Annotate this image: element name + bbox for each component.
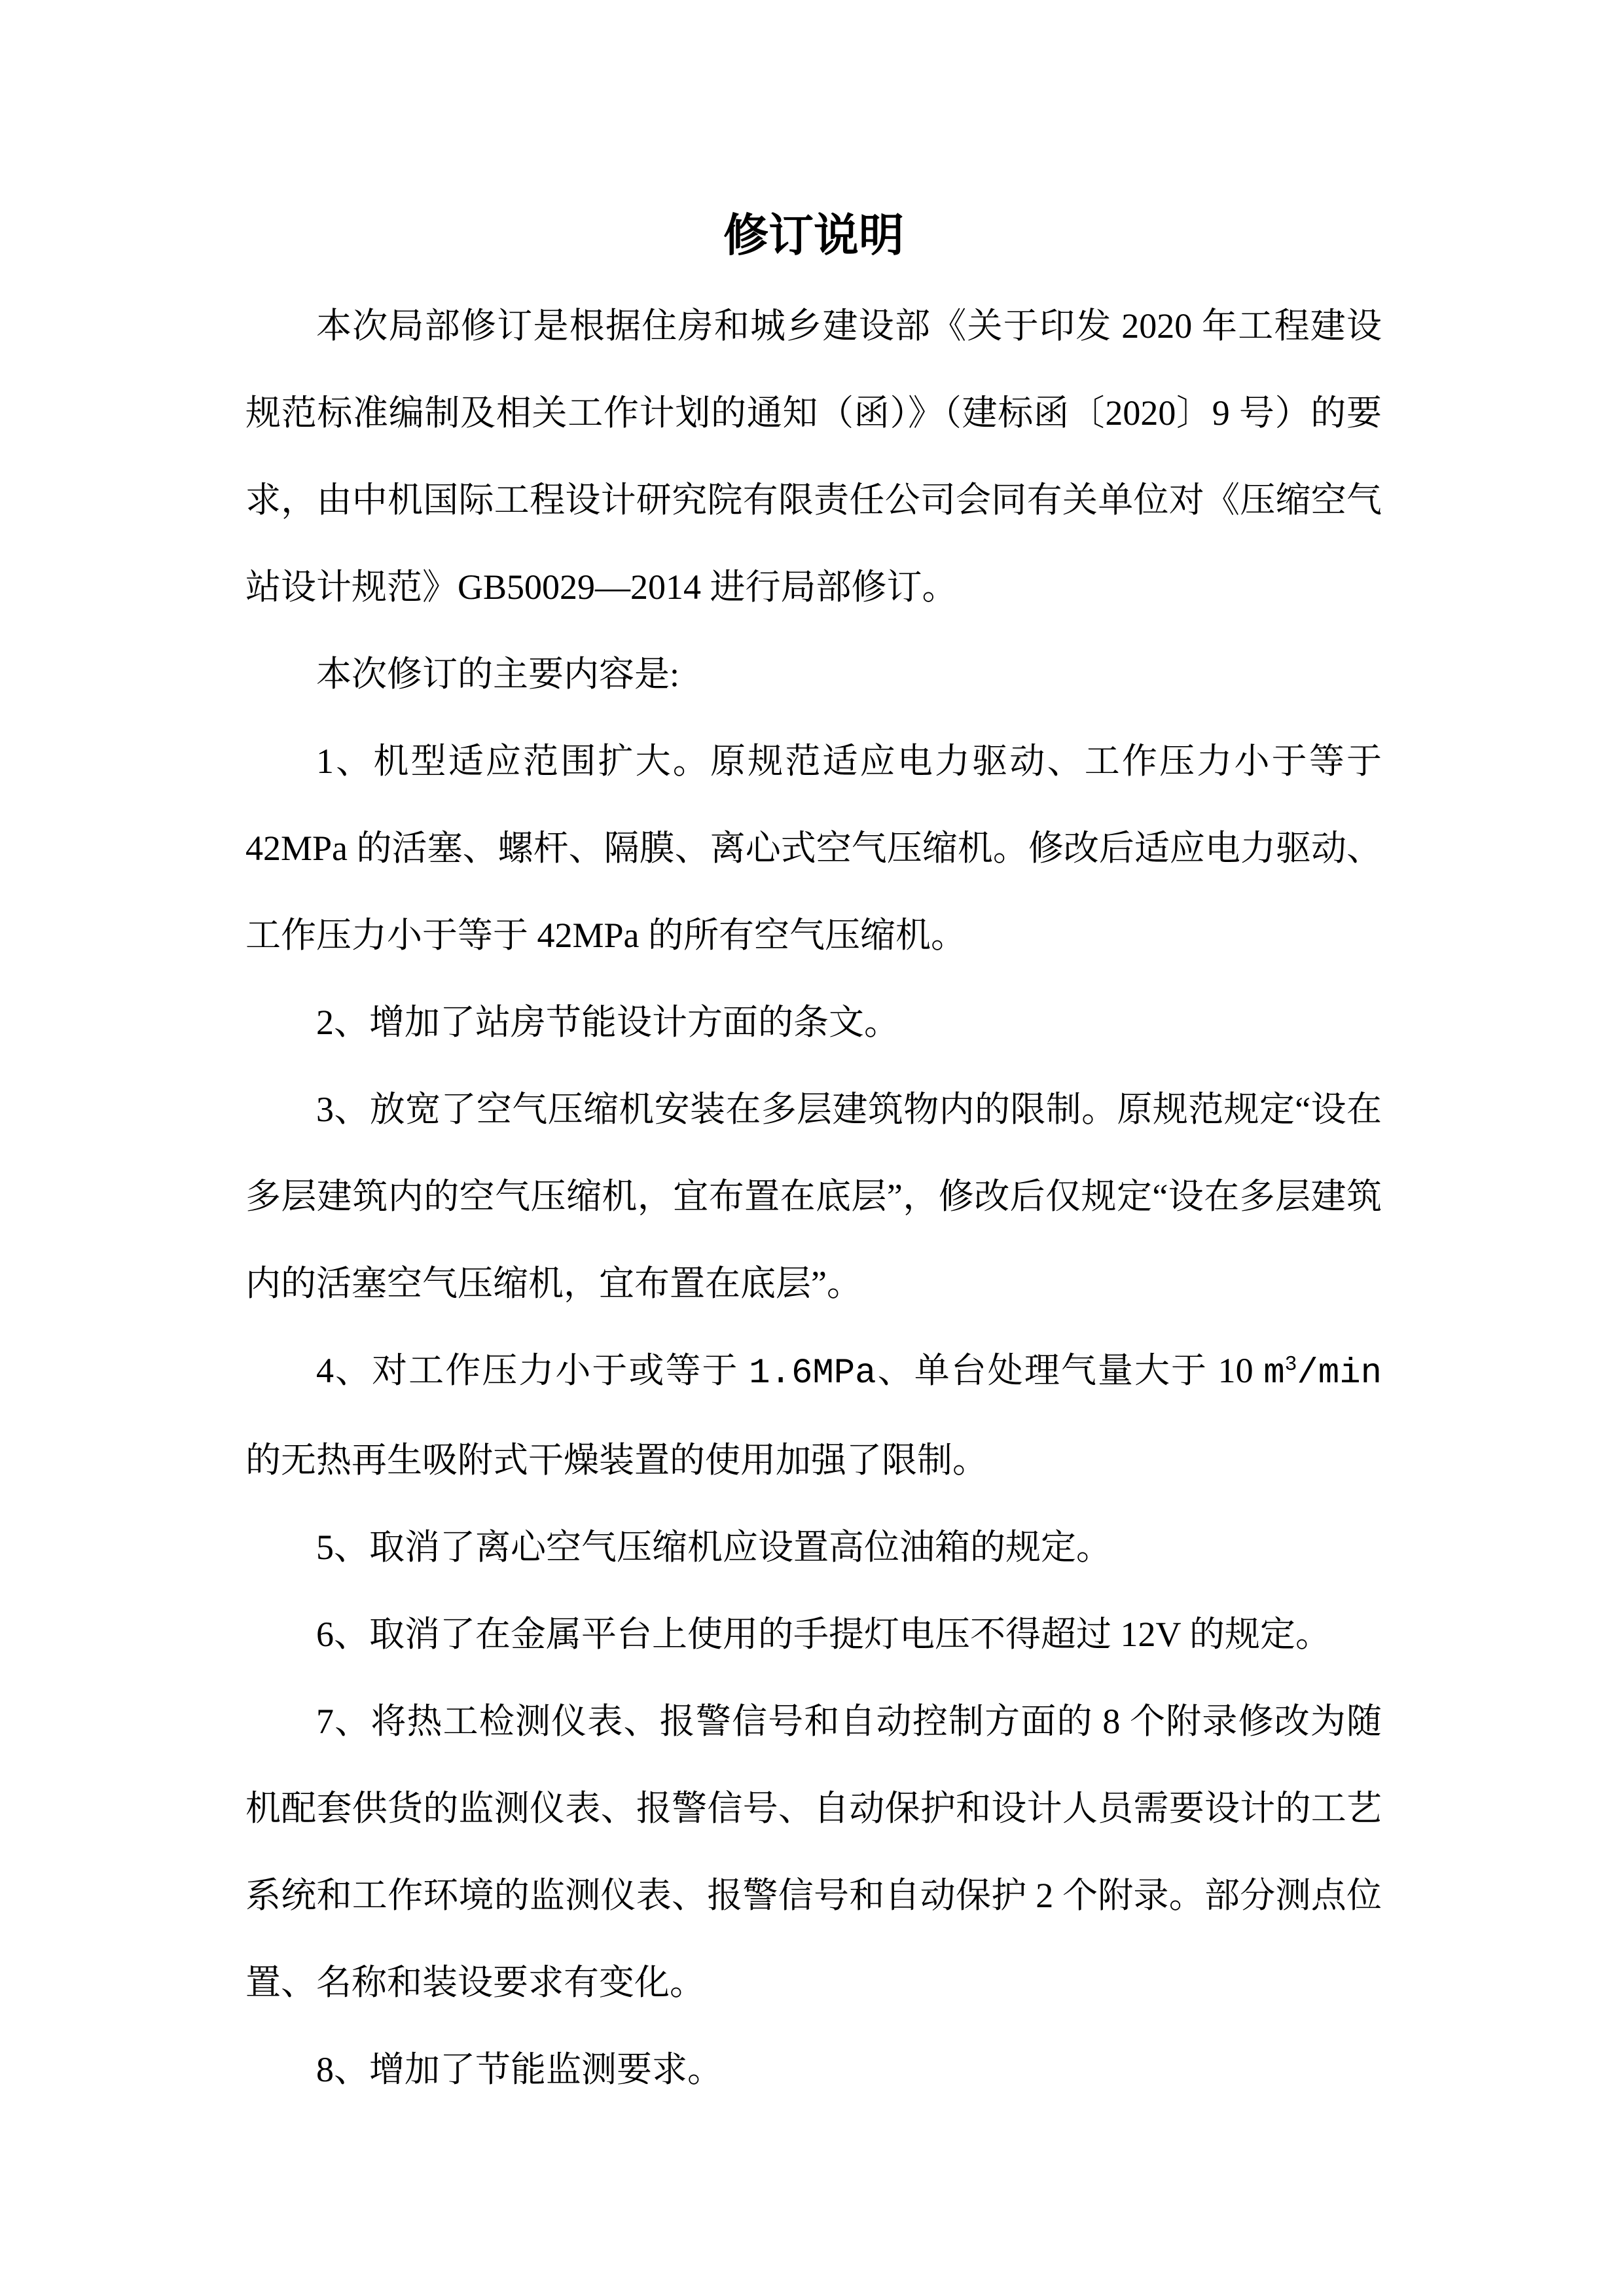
paragraph: [245, 2026, 1382, 2113]
paragraph: [245, 283, 1382, 631]
paragraph: [245, 1678, 1382, 2026]
paragraph: [245, 1066, 1382, 1327]
text-run: 7、将热工检测仪表、报警信号和自动控制方面的 8 个附录修改为随机配套供货的监测仪表、报警信号、自动保护和设计人员需要设计的工艺系统和工作环境的监测仪表、报警信号和自动保护 2 个附录。部分测点位置、名称和装设要求有变化。: [245, 1702, 1382, 2002]
text-run: 本次局部修订是根据住房和城乡建设部《关于印发 2020 年工程建设规范标准编制及相关工作计划的通知（函）》（建标函〔2020〕9 号）的要求，由中机国际工程设计研究院有限责任公司会同有关单位对《压缩空气站设计规范》GB50029—2014 进行局部修订。: [245, 306, 1382, 607]
technical-value: 1.6MPa: [749, 1354, 876, 1393]
text-run: 2、增加了站房节能设计方面的条文。: [316, 1003, 899, 1042]
paragraph: [245, 718, 1382, 979]
document-content: [245, 208, 1382, 2113]
text-run: 4、对工作压力小于或等于: [316, 1351, 749, 1390]
text-run: 、单台处理气量大于 10: [876, 1351, 1264, 1390]
text-run: 3、放宽了空气压缩机安装在多层建筑物内的限制。原规范规定“设在多层建筑内的空气压缩机，宜布置在底层”，修改后仅规定“设在多层建筑内的活塞空气压缩机，宜布置在底层”。: [245, 1090, 1382, 1303]
paragraph: [245, 631, 1382, 718]
technical-value: /min: [1297, 1354, 1382, 1393]
document-body: [245, 283, 1382, 2113]
technical-value: 3: [1284, 1354, 1297, 1376]
text-run: 本次修订的主要内容是:: [316, 655, 680, 694]
technical-value: m: [1263, 1354, 1285, 1393]
document-title: 修订说明: [723, 211, 904, 260]
text-run: 6、取消了在金属平台上使用的手提灯电压不得超过 12V 的规定。: [316, 1615, 1331, 1654]
paragraph: [245, 1504, 1382, 1591]
text-run: 的无热再生吸附式干燥装置的使用加强了限制。: [245, 1441, 988, 1480]
text-run: 1、机型适应范围扩大。原规范适应电力驱动、工作压力小于等于 42MPa 的活塞、螺杆、隔膜、离心式空气压缩机。修改后适应电力驱动、工作压力小于等于 42MPa 的所有空气压缩机。: [245, 742, 1382, 955]
paragraph: [245, 979, 1382, 1066]
text-run: 8、增加了节能监测要求。: [316, 2050, 723, 2089]
text-run: 5、取消了离心空气压缩机应设置高位油箱的规定。: [316, 1528, 1111, 1567]
paragraph: [245, 1591, 1382, 1678]
paragraph: [245, 1327, 1382, 1504]
